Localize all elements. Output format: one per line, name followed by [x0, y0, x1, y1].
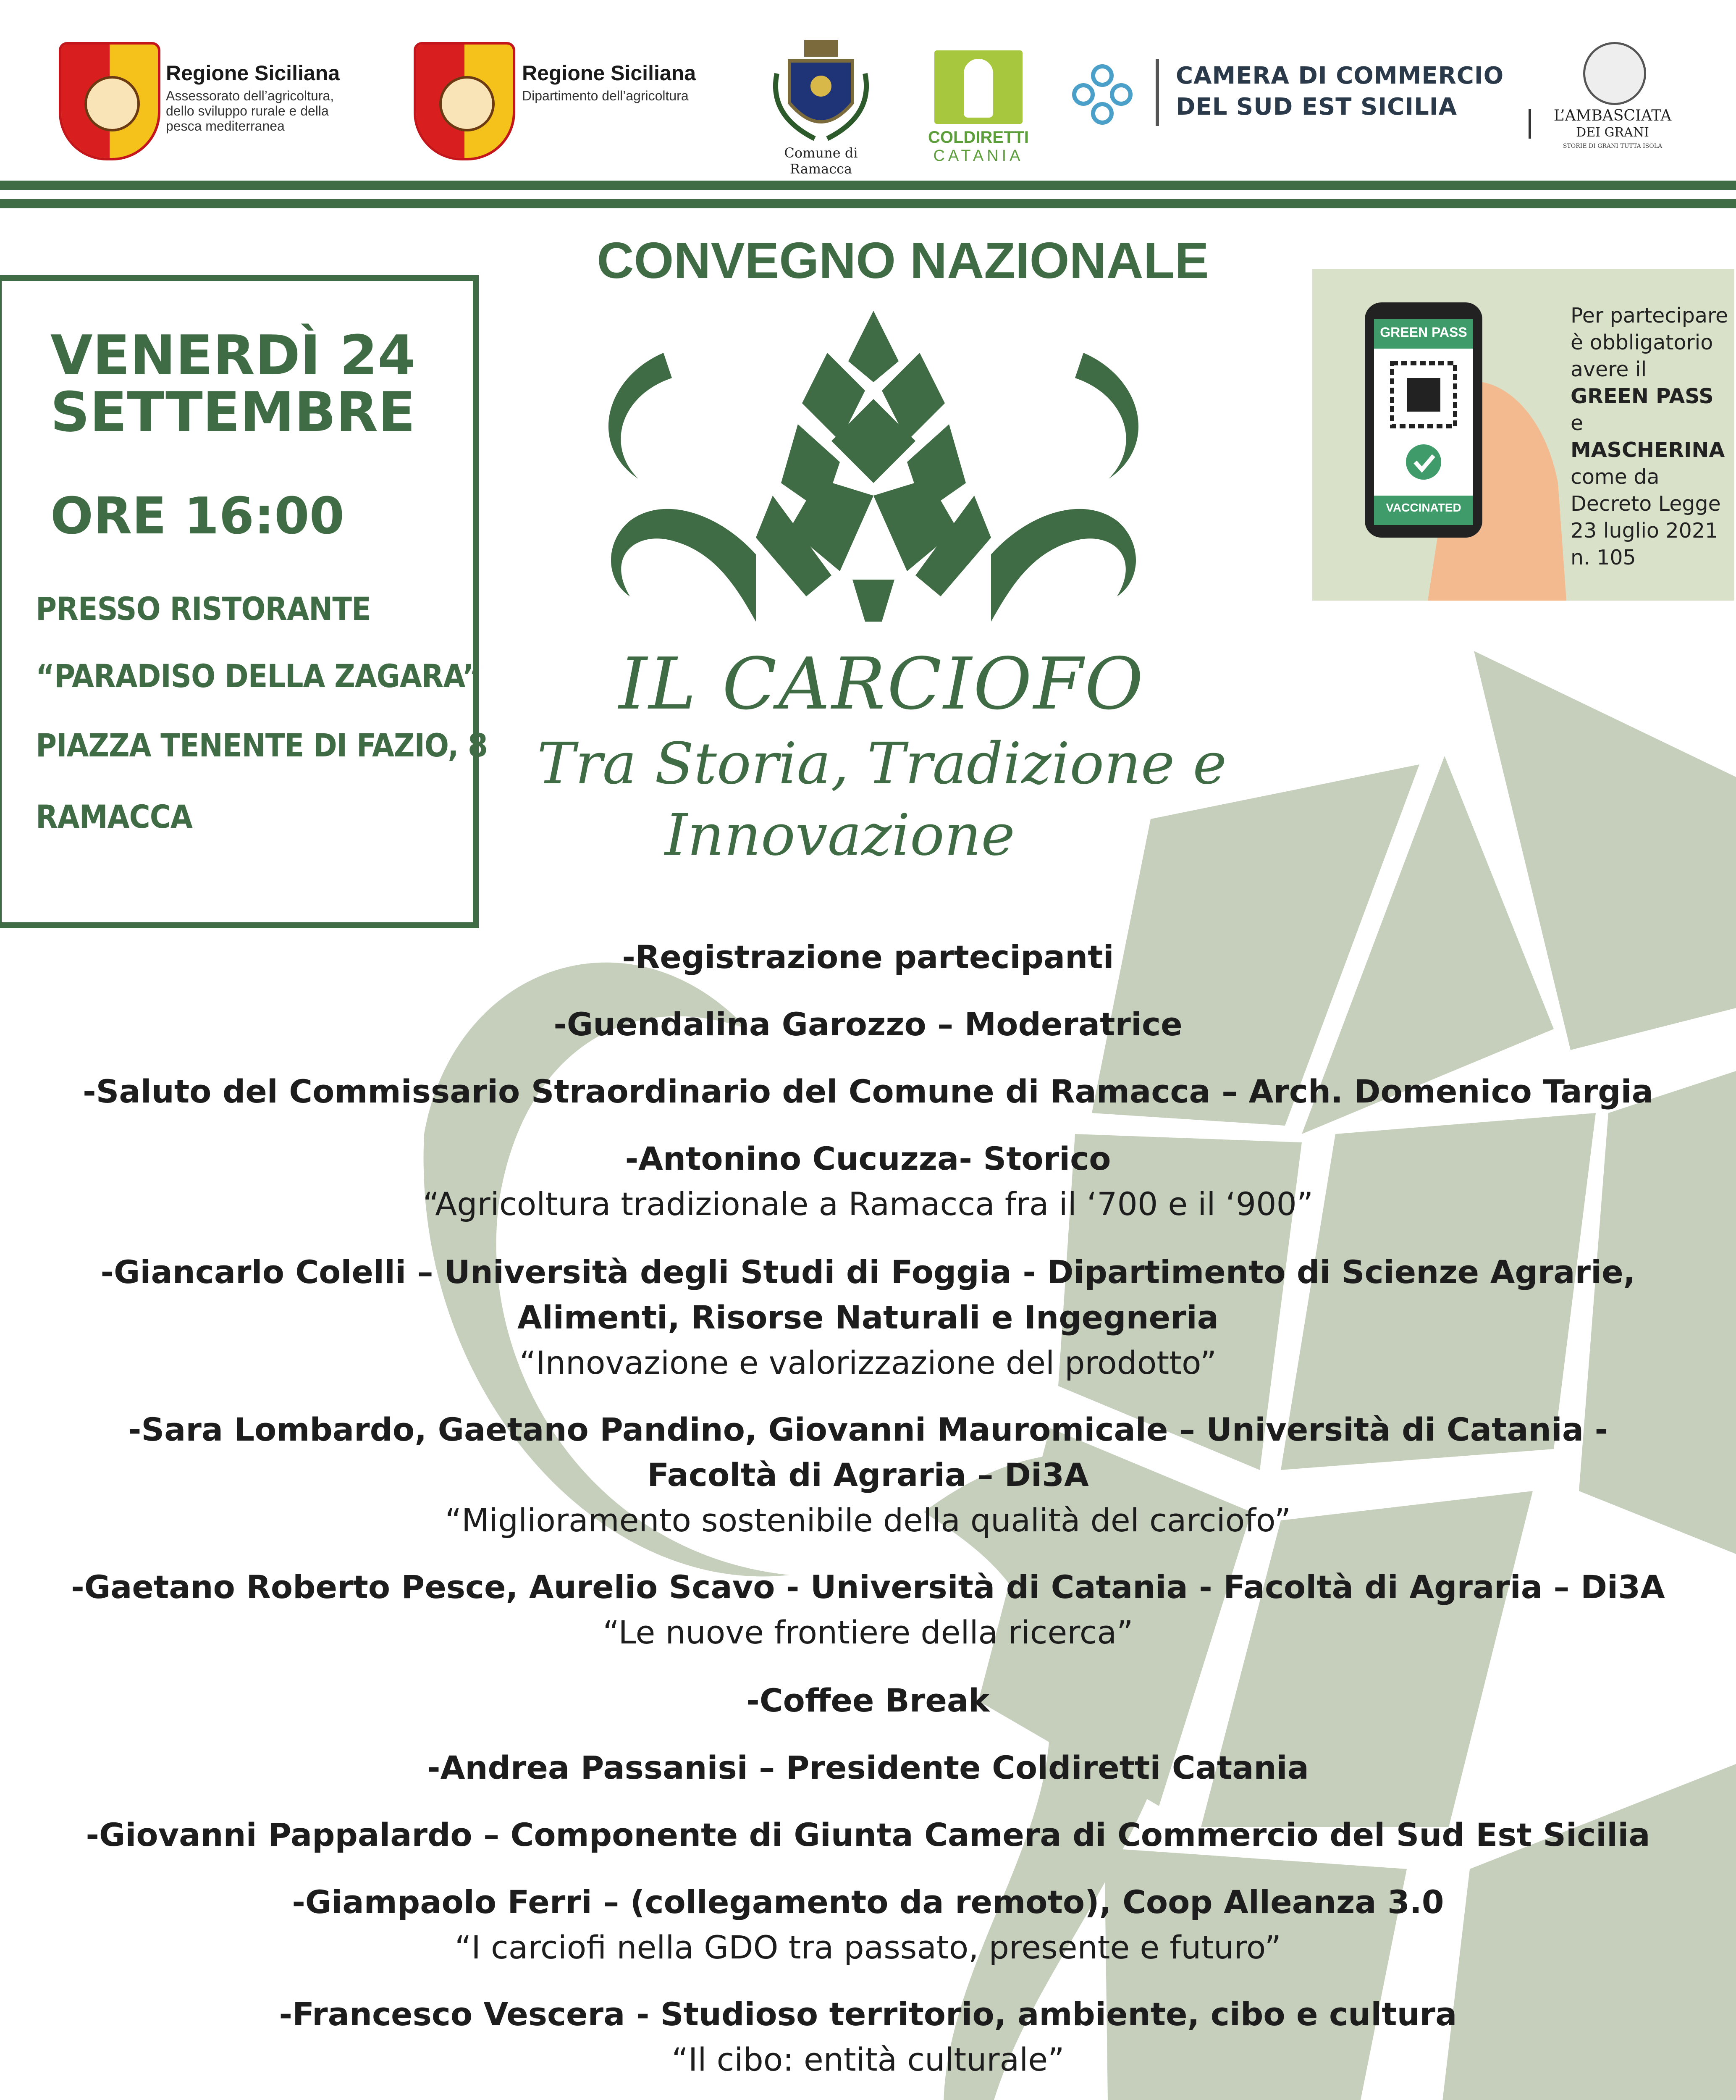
gp-and: e — [1571, 411, 1584, 435]
programme-item-6 — [0, 1407, 1736, 1543]
ambasciata-line3: STORIE DI GRANI TUTTA ISOLA — [1563, 143, 1663, 150]
programme-item-4 — [0, 1136, 1736, 1227]
coldiretti-city: CATANIA — [933, 147, 1024, 165]
gp-mascherina: MASCHERINA — [1571, 438, 1725, 462]
programme-item-10 — [0, 1812, 1736, 1858]
gp-text-2: è obbligatorio — [1571, 331, 1713, 354]
gp-text-8: 23 luglio 2021 — [1571, 519, 1718, 543]
region1-name: Regione Siciliana — [166, 61, 340, 85]
programme-item-1 — [0, 934, 1736, 980]
programme-item-5 — [0, 1250, 1736, 1386]
venue-line1: PRESSO RISTORANTE — [36, 590, 371, 627]
programme-talk: “Agricoltura tradizionale a Ramacca fra il ‘700 e il ‘900” — [422, 1185, 1314, 1223]
green-pass-notice — [1571, 302, 1730, 571]
event-title: IL CARCIOFO — [619, 643, 1145, 726]
gp-text-9: n. 105 — [1571, 546, 1636, 570]
region1-sub: Assessorato dell’agricoltura, dello sviluppo rurale e della pesca mediterranea — [166, 88, 334, 134]
programme-talk: “Miglioramento sostenibile della qualità del carciofo” — [445, 1502, 1291, 1539]
fork-icon — [1529, 109, 1544, 139]
ambasciata-line1: L’AMBASCIATA — [1553, 107, 1672, 124]
event-subtitle-line1: Tra Storia, Tradizione e — [537, 731, 1227, 797]
programme-line: Facoltà di Agraria – Di3A — [647, 1456, 1089, 1494]
gp-text-7: Decreto Legge — [1571, 492, 1721, 516]
event-time: ORE 16:00 — [50, 487, 345, 546]
ramacca-label: Comune di Ramacca — [784, 145, 858, 177]
region2-sub: Dipartimento dell’agricoltura — [522, 88, 689, 103]
convegno-title: CONVEGNO NAZIONALE — [597, 232, 1209, 289]
programme-item-11 — [0, 1880, 1736, 1970]
gp-text-6: come da — [1571, 465, 1660, 489]
programme-item-2 — [0, 1002, 1736, 1047]
trinacria-emblem-icon — [414, 42, 515, 160]
event-date-line1: VENERDÌ 24 — [50, 323, 416, 387]
programme-item-12 — [0, 1992, 1736, 2082]
gp-green-pass: GREEN PASS — [1571, 384, 1714, 408]
gp-text-4 — [1571, 383, 1730, 437]
venue-line4: RAMACCA — [36, 798, 192, 835]
programme-talk: “Il cibo: entità culturale” — [671, 2041, 1065, 2078]
programme-line: -Sara Lombardo, Gaetano Pandino, Giovanni Mauromicale – Università di Catania - — [128, 1411, 1608, 1448]
programme-item-3 — [0, 1069, 1736, 1114]
programme-line: -Saluto del Commissario Straordinario del Comune di Ramacca – Arch. Domenico Targia — [83, 1073, 1653, 1110]
camera-line1: CAMERA DI COMMERCIO — [1176, 62, 1504, 89]
header-rule-top — [0, 181, 1736, 190]
venue-line2: “PARADISO DELLA ZAGARA” — [36, 657, 481, 695]
venue-line3: PIAZZA TENENTE DI FAZIO, 8 — [36, 727, 488, 764]
programme-talk: “Le nuove frontiere della ricerca” — [603, 1614, 1133, 1651]
event-date-line2: SETTEMBRE — [50, 380, 415, 444]
artichoke-emblem-icon — [580, 302, 1167, 647]
gp-text-5 — [1571, 437, 1730, 464]
programme-line: -Giancarlo Colelli – Università degli Studi di Foggia - Dipartimento di Scienze Agrarie, — [100, 1253, 1636, 1291]
phone-footer-label: VACCINATED — [1386, 501, 1461, 514]
camera-line2: DEL SUD EST SICILIA — [1176, 93, 1457, 121]
programme-item-8 — [0, 1678, 1736, 1723]
programme-line: -Giampaolo Ferri – (collegamento da remoto), Coop Alleanza 3.0 — [292, 1883, 1444, 1921]
header-rule-bottom — [0, 199, 1736, 208]
programme-item-7 — [0, 1564, 1736, 1655]
programme-line: -Francesco Vescera - Studioso territorio, ambiente, cibo e cultura — [279, 1995, 1457, 2033]
trinacria-emblem-icon — [59, 42, 160, 160]
ambasciata-seal-icon — [1583, 42, 1646, 105]
gp-text-1: Per partecipare — [1571, 304, 1728, 328]
programme-line: Alimenti, Risorse Naturali e Ingegneria — [517, 1299, 1219, 1336]
programme-line: -Giovanni Pappalardo – Componente di Giunta Camera di Commercio del Sud Est Sicilia — [86, 1816, 1650, 1853]
coldiretti-wheat-icon — [934, 50, 1023, 124]
programme-line: -Coffee Break — [746, 1682, 990, 1719]
region2-name: Regione Siciliana — [522, 61, 696, 85]
ambasciata-line2: DEI GRANI — [1576, 125, 1649, 140]
camera-commercio-icon — [1067, 63, 1138, 126]
coldiretti-label: COLDIRETTI — [928, 128, 1029, 147]
event-subtitle-line2: Innovazione — [665, 802, 1015, 869]
programme-line: -Registrazione partecipanti — [622, 938, 1114, 976]
programme-line: -Gaetano Roberto Pesce, Aurelio Scavo - Università di Catania - Facoltà di Agraria – Di3A — [71, 1568, 1665, 1606]
programme-talk: “Innovazione e valorizzazione del prodotto” — [519, 1344, 1217, 1381]
programme-line: -Guendalina Garozzo – Moderatrice — [553, 1005, 1183, 1043]
gp-text-3: avere il — [1571, 357, 1647, 381]
programme-talk: “I carciofi nella GDO tra passato, presente e futuro” — [455, 1929, 1281, 1966]
ramacca-crest-icon — [764, 40, 878, 149]
programme-item-9 — [0, 1745, 1736, 1790]
programme-line: -Andrea Passanisi – Presidente Coldiretti Catania — [427, 1749, 1309, 1786]
phone-header-label: GREEN PASS — [1380, 325, 1467, 340]
programme-line: -Antonino Cucuzza- Storico — [625, 1140, 1111, 1177]
